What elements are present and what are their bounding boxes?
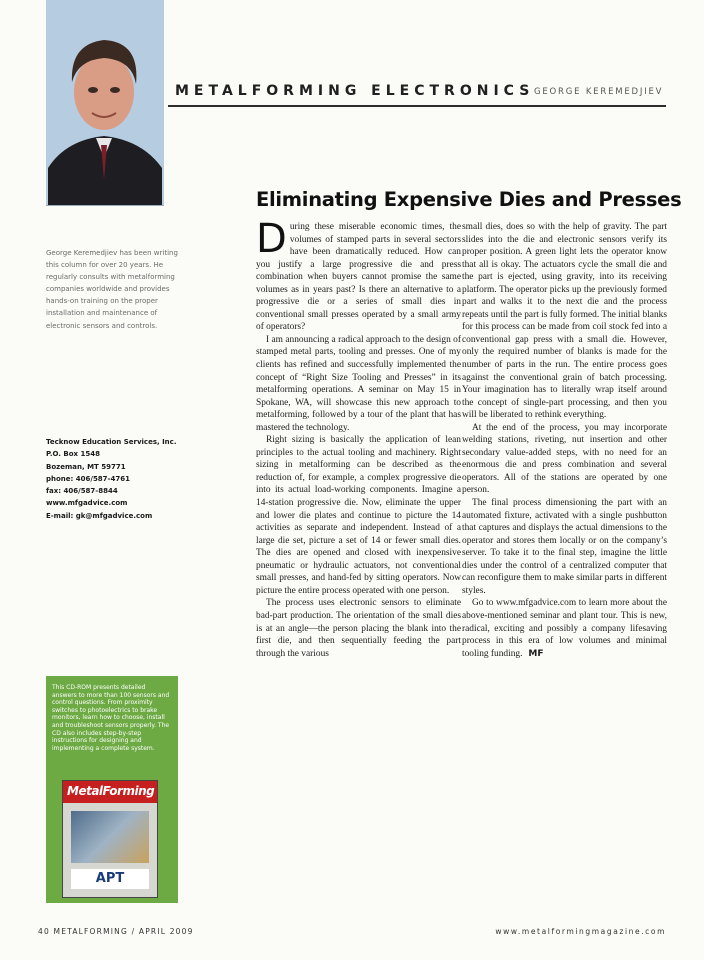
cover-photo (71, 811, 149, 863)
ad-text: This CD-ROM presents detailed answers to more than 100 sensors and control questions. From proximity switches to photoelectrics to brake monitors, learn how to choose, install and troubleshoot sensors properly. The CD also includes step-by-step instructions for designing and implementing a complete system. (52, 684, 170, 752)
article-paragraph: I am announcing a radical approach to the design of stamped metal parts, tooling and presses. One of my clients has refined and successfully implemented the concept of “Right Size Tooling and Presses” in its metalforming operations. A seminar on May 15 in Spokane, WA, will showcase this new approach to metalforming, followed by a tour of the plant that has mastered the technology. (256, 334, 461, 433)
author-bio: George Keremedjiev has been writing this column for over 20 years. He regularly consults with metalforming companies worldwide and provides hands-on training on the proper installation and maintenance of electronic sensors and controls. (46, 249, 178, 330)
contact-fax: fax: 406/587-8844 (46, 487, 118, 496)
article-paragraph: The final process dimensioning the part with an automated fixture, activated with a single pushbutton that captures and displays the actual dimensions to the operator and stores them locally or on the company’s server. To take it to the final step, imagine the little dies under the control of a centralized computer that can reconfigure them to make similar parts in different styles. (462, 498, 667, 596)
contact-phone: phone: 406/587-4761 (46, 474, 130, 483)
article-paragraph: Go to www.mfgadvice.com to learn more about the above-mentioned seminar and plant tour. This is new, radical, exciting and possibly a company lifesaving process in this era of low volumes and minimal tooling funding. MF (462, 598, 667, 659)
contact-city: Bozeman, MT 59771 (46, 462, 126, 471)
author-photo (46, 0, 164, 206)
article-paragraph: At the end of the process, you may incorporate welding stations, riveting, nut insertion and other secondary value-added steps, with no need for an enormous die and press combination and several operators. All of the stations are operated by one person. (462, 422, 667, 496)
section-title: METALFORMING ELECTRONICS (175, 83, 535, 99)
article-column-1 (256, 216, 461, 660)
footer-website-link[interactable]: www.metalformingmagazine.com (495, 927, 666, 936)
article-column-2 (462, 221, 667, 660)
article-paragraph: The process uses electronic sensors to eliminate bad-part production. The orientation of the small dies is at an angle—the person placing the blank into the first die, and then sequentially feeding the part through the various (256, 598, 461, 659)
header-divider (168, 105, 666, 107)
cover-apt-logo: APT (71, 869, 149, 889)
contact-website-link[interactable]: www.mfgadvice.com (46, 499, 128, 508)
cdrom-ad[interactable] (46, 676, 178, 903)
magazine-cover-image (62, 780, 158, 898)
article-headline: Eliminating Expensive Dies and Presses (256, 188, 682, 211)
contact-block (46, 436, 178, 522)
contact-address: P.O. Box 1548 (46, 450, 100, 459)
article-paragraph: Right sizing is basically the application of lean principles to the actual tooling and machinery. Right sizing in metalforming can be described as the reduction of, for example, a complex progressive die into its actual load-working components. Imagine a 14-station progressive die. Now, eliminate the upper and lower die plates and continue to picture the 14 activities as separate and independent. Instead of a large die set, picture a set of 14 or fewer small dies. The dies are opened and closed with inexpensive pneumatic or hydraulic actuators, not conventional small presses, and hand-fed by sitting operators. Now picture the entire process operated with one person. (256, 435, 461, 596)
drop-cap: D (256, 216, 287, 262)
article-paragraph: During these miserable economic times, the volumes of stamped parts in several sectors have been dramatically reduced. How can you justify a large progressive die and press combination when buyers cannot promise the same volumes as in years past? Is there an alternative to a progressive die or a series of small dies in conventional small presses operated by a small army of operators? (256, 216, 461, 333)
contact-org: Tecknow Education Services, Inc. (46, 438, 177, 446)
author-byline: GEORGE KEREMEDJIEV (534, 87, 664, 97)
cover-masthead: MetalForming (67, 784, 155, 798)
end-mark: MF (528, 648, 544, 659)
footer-page-info: 40 METALFORMING / APRIL 2009 (38, 927, 194, 936)
article-paragraph: small dies, does so with the help of gravity. The part slides into the die and electronic sensors verify its proper position. A green light lets the operator know that all is okay. The actuators cycle the small die and the part is ejected, using gravity, into its receiving platform. The operator picks up the previously formed part and walks it to the next die and the process repeats until the part is fully formed. The initial blanks for this process can be made from coil stock fed into a conventional gap press with a small die. However, only the required number of blanks is made for the number of parts in the run. The entire process goes against the conventional grain of batch processing. Your imagination has to literally wrap itself around the concept of single-part processing, and then you will be liberated to rethink everything. (462, 222, 667, 421)
contact-email-link[interactable]: E-mail: gk@mfgadvice.com (46, 511, 153, 520)
